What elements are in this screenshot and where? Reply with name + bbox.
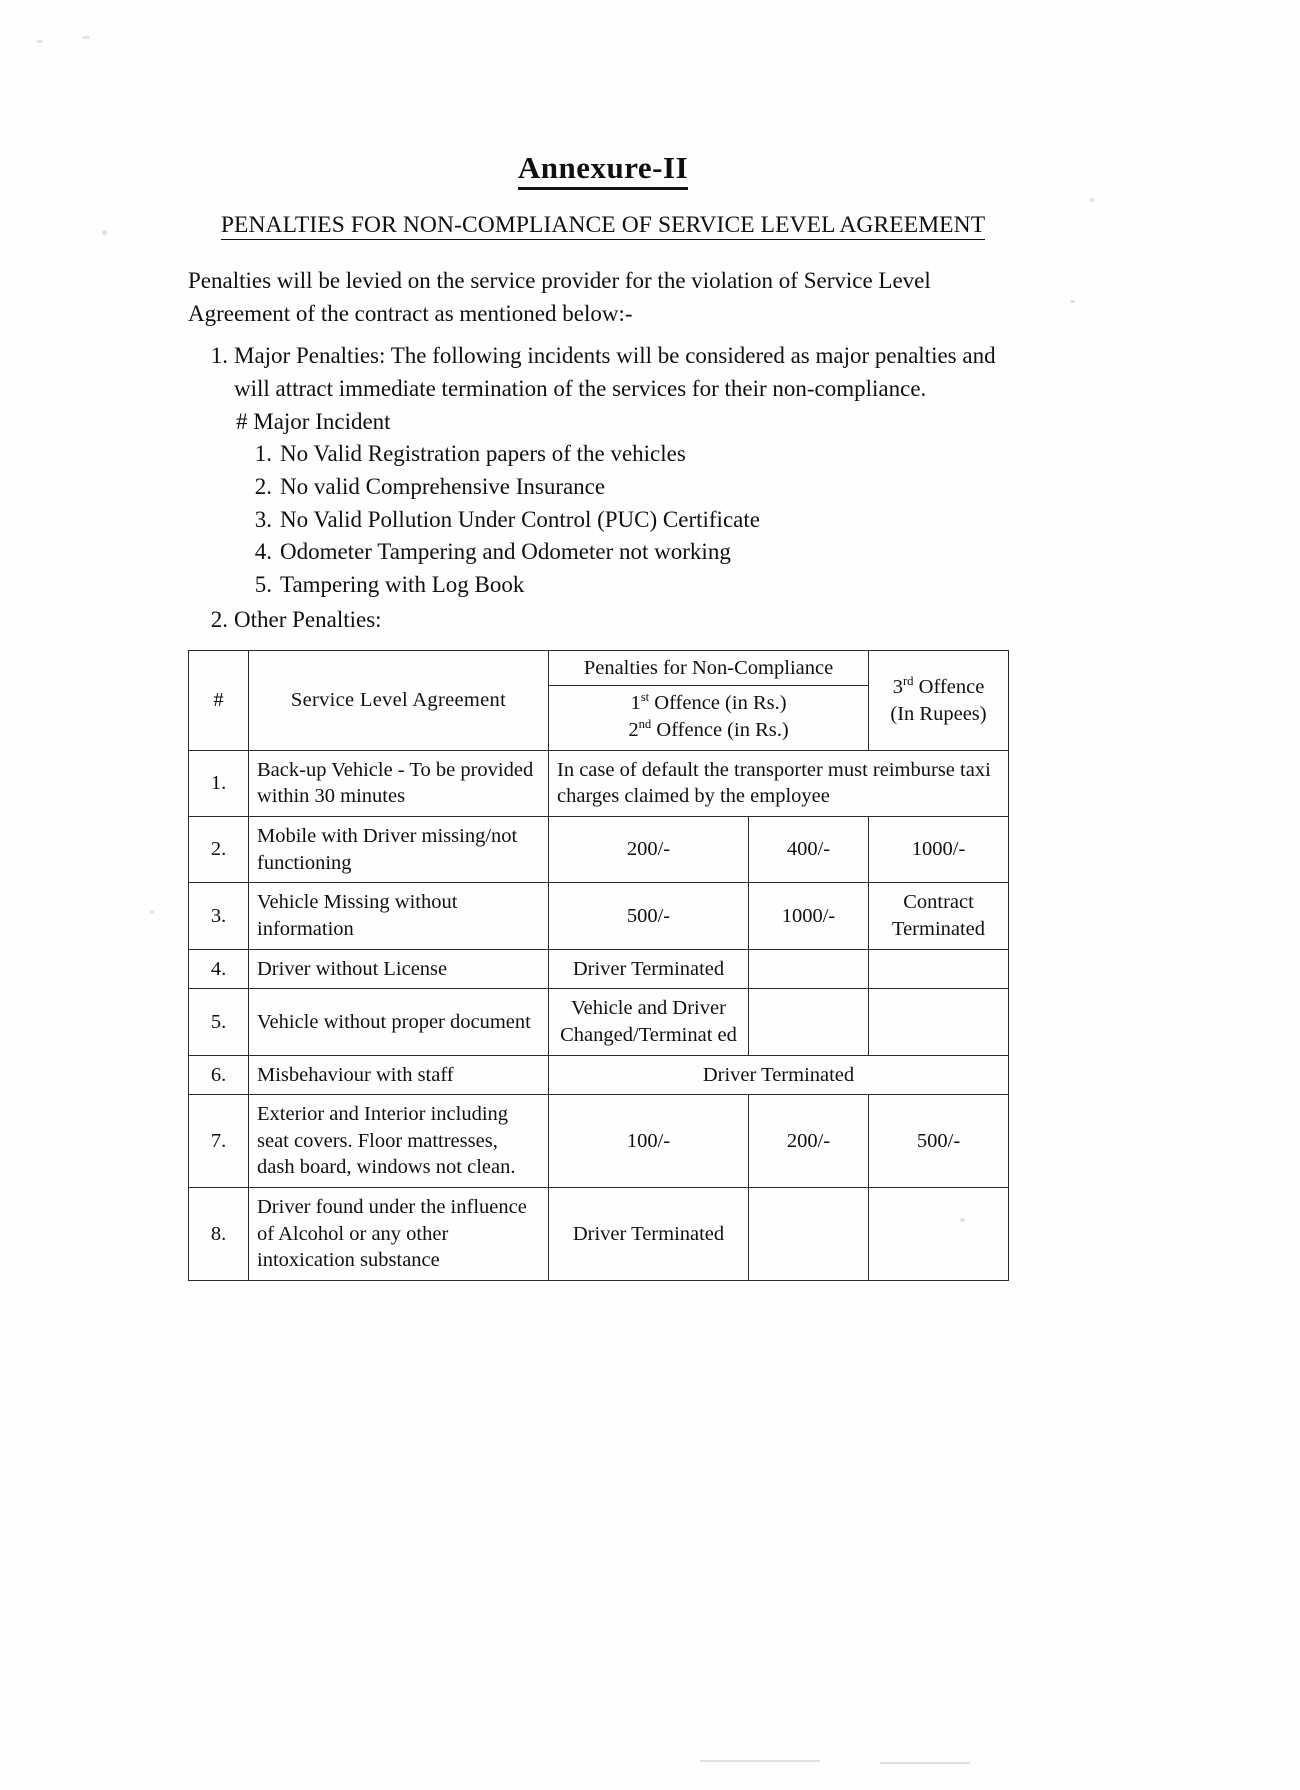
row-number: 4. — [189, 949, 249, 989]
table-body — [189, 750, 1009, 1280]
row-sla: Vehicle Missing without information — [249, 883, 549, 949]
document-subtitle — [188, 212, 1018, 239]
row-offence-3: Contract Terminated — [869, 883, 1009, 949]
list-marker: 4. — [254, 539, 272, 565]
page-title-text: Annexure-II — [518, 150, 688, 190]
major-incident-heading: # Major Incident — [236, 408, 391, 434]
row-offence-3 — [869, 949, 1009, 989]
row-number: 1. — [189, 750, 249, 816]
incident-text: Odometer Tampering and Odometer not working — [280, 539, 731, 565]
row-offence-1: 500/- — [549, 883, 749, 949]
list-item — [234, 438, 1018, 471]
table-header-row — [189, 651, 1009, 751]
table-row — [189, 817, 1009, 883]
list-marker: 3. — [254, 506, 272, 532]
row-number: 7. — [189, 1095, 249, 1188]
table-row — [189, 989, 1009, 1055]
list-item — [234, 569, 1018, 602]
list-item — [234, 471, 1018, 504]
row-sla: Exterior and Interior including seat covers. Floor mattresses, dash board, windows not clean. — [249, 1095, 549, 1188]
document-body — [188, 150, 1018, 1281]
incident-text: No valid Comprehensive Insurance — [280, 473, 606, 499]
intro-paragraph: Penalties will be levied on the service provider for the violation of Service Level Agreement of the contract as mentioned below:- — [188, 268, 931, 326]
row-sla: Driver without License — [249, 949, 549, 989]
row-span-value: In case of default the transporter must reimburse taxi charges claimed by the employee — [549, 750, 1009, 816]
row-offence-1: 100/- — [549, 1095, 749, 1188]
row-number: 3. — [189, 883, 249, 949]
table-header — [189, 651, 1009, 751]
incident-text: Tampering with Log Book — [280, 571, 525, 597]
offence-2-label — [557, 716, 860, 743]
major-penalties-text: Major Penalties: The following incidents will be considered as major penalties and will attract immediate termination of the services for their non-compliance. — [234, 343, 996, 401]
offence-3-sublabel: (In Rupees) — [890, 702, 987, 725]
row-span-value: Driver Terminated — [549, 1055, 1009, 1095]
offence-3-ordinal: rd — [902, 674, 914, 689]
column-header-penalties-group — [549, 651, 869, 751]
list-marker: 5. — [254, 571, 272, 597]
list-item-other-penalties — [188, 604, 1018, 637]
row-offence-1: Driver Terminated — [549, 1188, 749, 1281]
penalties-table — [188, 650, 1009, 1281]
list-item — [234, 504, 1018, 537]
row-sla: Driver found under the influence of Alcohol or any other intoxication substance — [249, 1188, 549, 1281]
row-sla: Misbehaviour with staff — [249, 1055, 549, 1095]
row-offence-1: Driver Terminated — [549, 949, 749, 989]
penalties-outline — [188, 340, 1018, 636]
offence-2-ordinal: nd — [638, 717, 652, 732]
table-row — [189, 1055, 1009, 1095]
major-incident-list — [234, 438, 1018, 601]
offence-1-ordinal: st — [640, 689, 650, 704]
offence-3-rest: Offence — [913, 676, 985, 699]
row-offence-2 — [749, 989, 869, 1055]
row-offence-3 — [869, 1188, 1009, 1281]
list-marker: 1. — [254, 441, 272, 467]
row-offence-3 — [869, 989, 1009, 1055]
row-number: 8. — [189, 1188, 249, 1281]
row-offence-1: 200/- — [549, 817, 749, 883]
offence-1-label — [557, 689, 860, 716]
incident-text: No Valid Pollution Under Control (PUC) Certificate — [280, 506, 760, 532]
other-penalties-text: Other Penalties: — [234, 606, 382, 632]
table-row — [189, 1188, 1009, 1281]
offence-2-num: 2 — [628, 719, 639, 742]
offence-1-num: 1 — [630, 691, 641, 714]
incident-text: No Valid Registration papers of the vehicles — [280, 441, 686, 467]
row-offence-3: 1000/- — [869, 817, 1009, 883]
table-row — [189, 883, 1009, 949]
table-row — [189, 1095, 1009, 1188]
penalties-group-label: Penalties for Non-Compliance — [549, 655, 868, 686]
row-number: 5. — [189, 989, 249, 1055]
row-offence-3: 500/- — [869, 1095, 1009, 1188]
offence-3-label — [893, 676, 985, 698]
page-title — [188, 150, 1018, 186]
row-sla: Vehicle without proper document — [249, 989, 549, 1055]
row-offence-2: 400/- — [749, 817, 869, 883]
offence-3-num: 3 — [892, 676, 903, 699]
row-offence-2 — [749, 949, 869, 989]
list-marker: 1. — [210, 343, 228, 369]
offence-2-rest: Offence (in Rs.) — [651, 719, 789, 742]
list-marker: 2. — [210, 606, 228, 632]
list-item-major-penalties — [188, 340, 1018, 601]
document-subtitle-text: PENALTIES FOR NON-COMPLIANCE OF SERVICE LEVEL AGREEMENT — [220, 212, 986, 238]
row-sla: Back-up Vehicle - To be provided within 30 minutes — [249, 750, 549, 816]
column-header-sla: Service Level Agreement — [249, 651, 549, 751]
row-offence-2 — [749, 1188, 869, 1281]
row-offence-1: Vehicle and Driver Changed/Terminat ed — [549, 989, 749, 1055]
offence-1-rest: Offence (in Rs.) — [649, 691, 787, 714]
row-number: 6. — [189, 1055, 249, 1095]
table-row — [189, 949, 1009, 989]
column-header-number: # — [189, 651, 249, 751]
list-item — [234, 536, 1018, 569]
table-row — [189, 750, 1009, 816]
row-offence-2: 200/- — [749, 1095, 869, 1188]
row-offence-2: 1000/- — [749, 883, 869, 949]
row-number: 2. — [189, 817, 249, 883]
list-marker: 2. — [254, 473, 272, 499]
row-sla: Mobile with Driver missing/not functioning — [249, 817, 549, 883]
column-header-offence-3 — [869, 651, 1009, 751]
